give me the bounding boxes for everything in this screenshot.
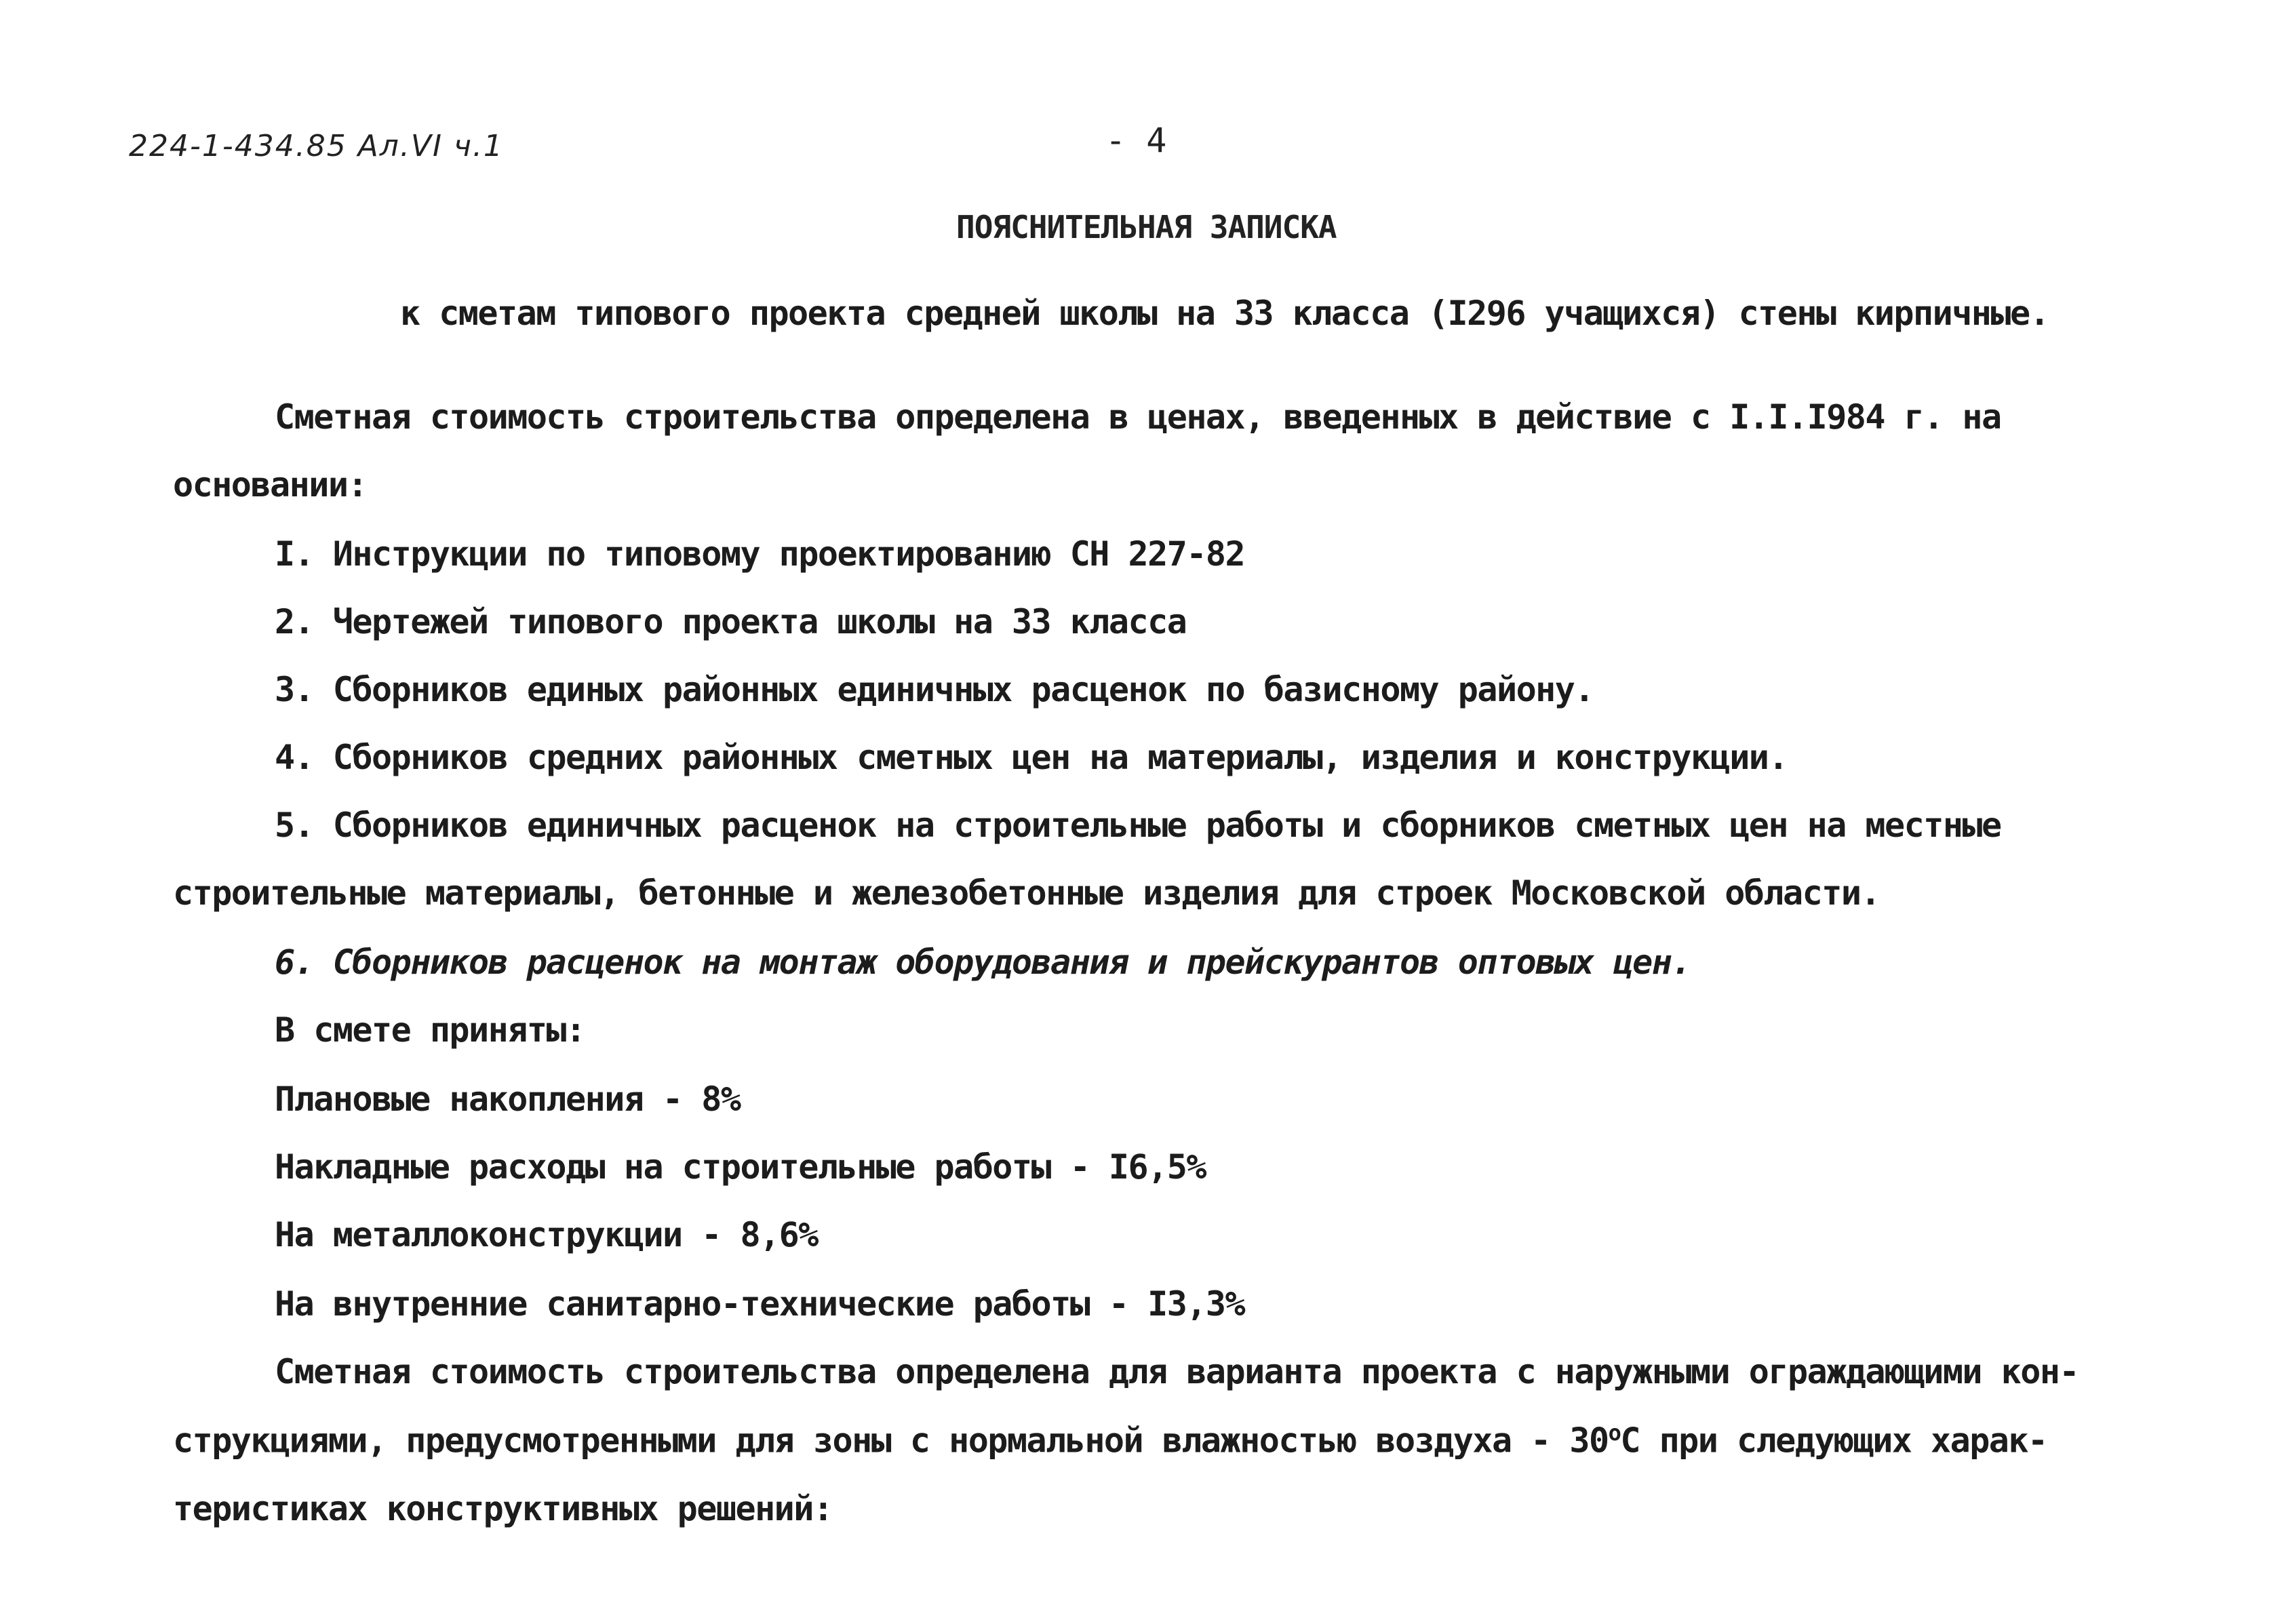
basis-item-6: 6. Сборников расценок на монтаж оборудования и прейскурантов оптовых цен. [275, 943, 1691, 982]
document-code: 224-1-434.85 Ал.VI ч.1 [129, 129, 504, 163]
closing-line-2-text: струкциями, предусмотренными для зоны с нормальной влажностью воздуха - 30 [173, 1421, 1609, 1461]
document-title: ПОЯСНИТЕЛЬНАЯ ЗАПИСКА [956, 209, 1337, 245]
degree-superscript: о [1608, 1420, 1621, 1446]
subtitle: к сметам типового проекта средней школы на 33 класса (I296 учащихся) стены кирпичные. [400, 294, 2049, 333]
closing-line-3: теристиках конструктивных решений: [173, 1489, 833, 1528]
accepted-item-planned-savings: Плановые накопления - 8% [275, 1080, 741, 1119]
intro-line-2: основании: [173, 465, 368, 504]
closing-line-1: Сметная стоимость строительства определена для варианта проекта с наружными ограждающими кон- [275, 1352, 2079, 1391]
accepted-item-metal-structures: На металлоконструкции - 8,6% [275, 1215, 818, 1254]
intro-line-1: Сметная стоимость строительства определена в ценах, введенных в действие с I.I.I984 г. на [275, 397, 2001, 437]
closing-line-2 [173, 1420, 2047, 1461]
accepted-heading: В смете приняты: [275, 1010, 585, 1050]
accepted-item-sanitary-works: На внутренние санитарно-технические работы - I3,3% [275, 1284, 1245, 1324]
basis-item-2: 2. Чертежей типового проекта школы на 33 класса [275, 602, 1187, 641]
basis-item-4: 4. Сборников средних районных сметных цен на материалы, изделия и конструкции. [275, 738, 1788, 777]
accepted-item-overhead: Накладные расходы на строительные работы - I6,5% [275, 1147, 1206, 1187]
basis-item-3: 3. Сборников единых районных единичных расценок по базисному району. [275, 670, 1594, 709]
page-number: - 4 [1105, 121, 1167, 160]
basis-item-5: 5. Сборников единичных расценок на строительные работы и сборников сметных цен на местные [275, 806, 2001, 845]
basis-item-5-continued: строительные материалы, бетонные и железобетонные изделия для строек Московской области. [173, 873, 1881, 913]
closing-line-2-tail: С при следующих харак- [1620, 1421, 2047, 1461]
basis-item-1: I. Инструкции по типовому проектированию СН 227-82 [275, 534, 1245, 574]
